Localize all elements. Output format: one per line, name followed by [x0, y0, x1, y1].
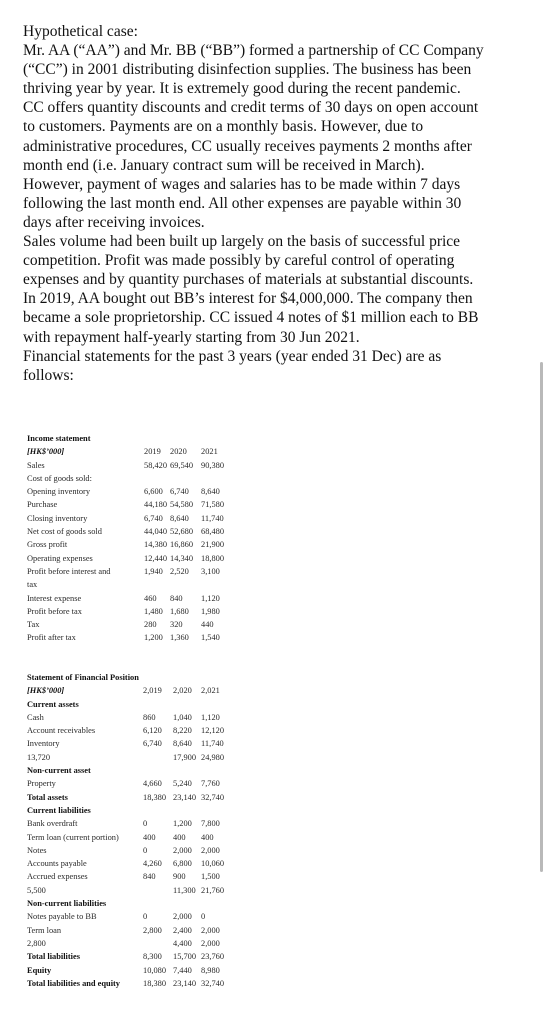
row-value: 400 — [173, 832, 186, 842]
row-label: [HK$’000] — [27, 447, 65, 457]
row-value: 2,400 — [173, 925, 192, 935]
row-value: 6,800 — [173, 859, 192, 869]
case-text-line: However, payment of wages and salaries has to be made within 7 days — [23, 175, 461, 193]
row-value: 23,140 — [173, 978, 197, 988]
row-value: 1,120 — [201, 712, 220, 722]
row-value: 6,600 — [144, 487, 163, 497]
row-value: 10,060 — [201, 859, 225, 869]
row-value: 0 — [143, 912, 148, 922]
row-value: 71,580 — [201, 500, 225, 510]
row-label: tax — [27, 580, 38, 590]
case-description — [23, 22, 529, 385]
row-label: Profit before interest and — [27, 566, 111, 576]
row-label: Statement of Financial Position — [27, 673, 139, 682]
row-value: 90,380 — [201, 460, 225, 470]
row-value: 10,080 — [143, 965, 167, 975]
row-value: 8,640 — [201, 487, 220, 497]
row-value: 52,680 — [170, 527, 194, 537]
case-text-line: follows: — [23, 366, 74, 384]
case-text-line: (“CC”) in 2001 distributing disinfection supplies. The business has been — [23, 61, 472, 79]
row-value: 12,120 — [201, 726, 225, 736]
row-value: 68,480 — [201, 527, 225, 537]
row-value: 16,860 — [170, 540, 194, 550]
row-value: 12,440 — [144, 553, 168, 563]
row-label: Accrued expenses — [27, 872, 88, 882]
row-label: 2,800 — [27, 938, 46, 948]
row-value: 69,540 — [170, 460, 194, 470]
row-value: 280 — [144, 620, 157, 630]
row-value: 1,680 — [170, 606, 189, 616]
row-value: 900 — [173, 872, 186, 882]
row-value: 7,440 — [173, 965, 192, 975]
case-text-line: expenses and by quantity purchases of materials at substantial discounts. — [23, 271, 474, 289]
row-value: 54,580 — [170, 500, 194, 510]
case-text-line: following the last month end. All other expenses are payable within 30 — [23, 194, 462, 212]
row-label: Sales — [27, 460, 45, 470]
row-label: Net cost of goods sold — [27, 527, 102, 537]
row-value: 6,740 — [144, 513, 163, 523]
row-value: 7,760 — [201, 779, 220, 789]
row-value: 2,019 — [143, 686, 162, 696]
row-value: 840 — [143, 872, 156, 882]
row-value: 2,021 — [201, 686, 220, 696]
row-value: 1,980 — [201, 606, 220, 616]
case-text-line: Sales volume had been built up largely on the basis of successful price — [23, 233, 461, 251]
row-value: 6,740 — [170, 487, 189, 497]
row-value: 460 — [144, 593, 157, 603]
row-value: 8,640 — [170, 513, 189, 523]
vertical-scrollbar[interactable] — [540, 362, 543, 872]
case-text-line: became a sole proprietorship. CC issued 4 notes of $1 million each to BB — [23, 309, 479, 327]
row-label: Operating expenses — [27, 553, 93, 563]
case-text-line: administrative procedures, CC usually receives payments 2 months after — [23, 137, 472, 155]
case-text-line: competition. Profit was made possibly by careful control of operating — [23, 252, 455, 270]
row-label: Bank overdraft — [27, 819, 78, 829]
row-value: 3,100 — [201, 566, 220, 576]
row-value: 32,740 — [201, 792, 225, 802]
row-value: 11,300 — [173, 885, 196, 895]
row-value: 2,000 — [173, 912, 192, 922]
row-value: 2,000 — [201, 845, 220, 855]
row-label: Notes — [27, 845, 47, 855]
row-value: 0 — [201, 912, 206, 922]
row-label: Equity — [27, 965, 52, 975]
row-value: 4,660 — [143, 779, 162, 789]
row-value: 8,980 — [201, 965, 220, 975]
row-value: 2,800 — [143, 925, 162, 935]
row-value: 14,380 — [144, 540, 168, 550]
row-value: 2021 — [201, 447, 218, 457]
row-value: 8,220 — [173, 726, 192, 736]
row-label: Profit before tax — [27, 606, 82, 616]
row-label: Non-current liabilities — [27, 899, 107, 909]
row-value: 1,200 — [173, 819, 192, 829]
row-value: 15,700 — [173, 952, 197, 962]
row-label: 5,500 — [27, 885, 46, 895]
row-value: 1,120 — [201, 593, 220, 603]
case-text-line: Mr. AA (“AA”) and Mr. BB (“BB”) formed a partnership of CC Company — [23, 42, 484, 60]
row-value: 58,420 — [144, 460, 168, 470]
row-value: 14,340 — [170, 553, 194, 563]
row-value: 1,040 — [173, 712, 192, 722]
row-value: 8,300 — [143, 952, 162, 962]
row-value: 18,380 — [143, 978, 167, 988]
row-value: 11,740 — [201, 513, 224, 523]
row-label: Term loan (current portion) — [27, 832, 119, 842]
row-value: 23,760 — [201, 952, 225, 962]
row-label: [HK$’000] — [27, 686, 65, 696]
row-label: Total liabilities — [27, 952, 80, 962]
row-value: 1,540 — [201, 633, 220, 643]
row-value: 860 — [143, 712, 156, 722]
row-value: 1,480 — [144, 606, 163, 616]
row-value: 0 — [143, 845, 148, 855]
case-text-line: Financial statements for the past 3 years (year ended 31 Dec) are as — [23, 347, 442, 365]
row-value: 1,500 — [201, 872, 220, 882]
case-text-line: to customers. Payments are on a monthly basis. However, due to — [23, 118, 424, 136]
row-value: 21,900 — [201, 540, 225, 550]
row-label: Purchase — [27, 500, 58, 510]
row-label: Cost of goods sold: — [27, 473, 92, 483]
row-label: Income statement — [27, 434, 91, 443]
row-label: Inventory — [27, 739, 60, 749]
row-value: 4,260 — [143, 859, 162, 869]
row-value: 11,740 — [201, 739, 224, 749]
case-text-line: month end (i.e. January contract sum will be received in March). — [23, 156, 425, 174]
row-label: Opening inventory — [27, 487, 91, 497]
row-value: 840 — [170, 593, 183, 603]
row-value: 0 — [143, 819, 148, 829]
row-label: Gross profit — [27, 540, 68, 550]
row-value: 1,200 — [144, 633, 163, 643]
row-value: 5,240 — [173, 779, 192, 789]
case-text-line: with repayment half-yearly starting from 30 Jun 2021. — [23, 328, 360, 346]
row-label: Notes payable to BB — [27, 912, 97, 922]
row-label: Interest expense — [27, 593, 82, 603]
row-value: 7,800 — [201, 819, 220, 829]
row-value: 18,800 — [201, 553, 225, 563]
row-label: Term loan — [27, 925, 62, 935]
row-value: 23,140 — [173, 792, 197, 802]
row-value: 32,740 — [201, 978, 225, 988]
row-value: 24,980 — [201, 752, 225, 762]
row-value: 8,640 — [173, 739, 192, 749]
row-value: 2020 — [170, 447, 187, 457]
row-label: Total assets — [27, 792, 68, 802]
row-value: 44,040 — [144, 527, 168, 537]
row-label: Total liabilities and equity — [27, 978, 120, 988]
row-value: 1,360 — [170, 633, 189, 643]
row-label: Tax — [27, 620, 40, 630]
row-value: 2,000 — [201, 925, 220, 935]
row-label: Non-current asset — [27, 766, 91, 776]
row-value: 44,180 — [144, 500, 168, 510]
row-label: Closing inventory — [27, 513, 88, 523]
row-value: 2,000 — [201, 938, 220, 948]
row-label: Current assets — [27, 699, 79, 709]
row-value: 18,380 — [143, 792, 167, 802]
row-value: 1,940 — [144, 566, 163, 576]
row-value: 21,760 — [201, 885, 225, 895]
row-label: Property — [27, 779, 56, 789]
row-value: 320 — [170, 620, 183, 630]
row-value: 2,520 — [170, 566, 189, 576]
case-text-line: Hypothetical case: — [23, 23, 138, 40]
case-text-line: In 2019, AA bought out BB’s interest for $4,000,000. The company then — [23, 290, 473, 308]
row-label: Current liabilities — [27, 805, 91, 815]
row-value: 400 — [201, 832, 214, 842]
row-label: Account receivables — [27, 726, 96, 736]
row-label: 13,720 — [27, 752, 51, 762]
row-value: 2,020 — [173, 686, 192, 696]
row-value: 6,740 — [143, 739, 162, 749]
case-text-line: thriving year by year. It is extremely good during the recent pandemic. — [23, 80, 461, 98]
row-value: 6,120 — [143, 726, 162, 736]
row-value: 17,900 — [173, 752, 197, 762]
case-text-line: days after receiving invoices. — [23, 213, 205, 231]
row-label: Profit after tax — [27, 633, 76, 643]
row-label: Accounts payable — [27, 859, 87, 869]
row-value: 2,000 — [173, 845, 192, 855]
row-value: 400 — [143, 832, 156, 842]
case-text-line: CC offers quantity discounts and credit terms of 30 days on open account — [23, 99, 479, 117]
row-label: Cash — [27, 712, 44, 722]
row-value: 2019 — [144, 447, 161, 457]
row-value: 440 — [201, 620, 214, 630]
row-value: 4,400 — [173, 938, 192, 948]
